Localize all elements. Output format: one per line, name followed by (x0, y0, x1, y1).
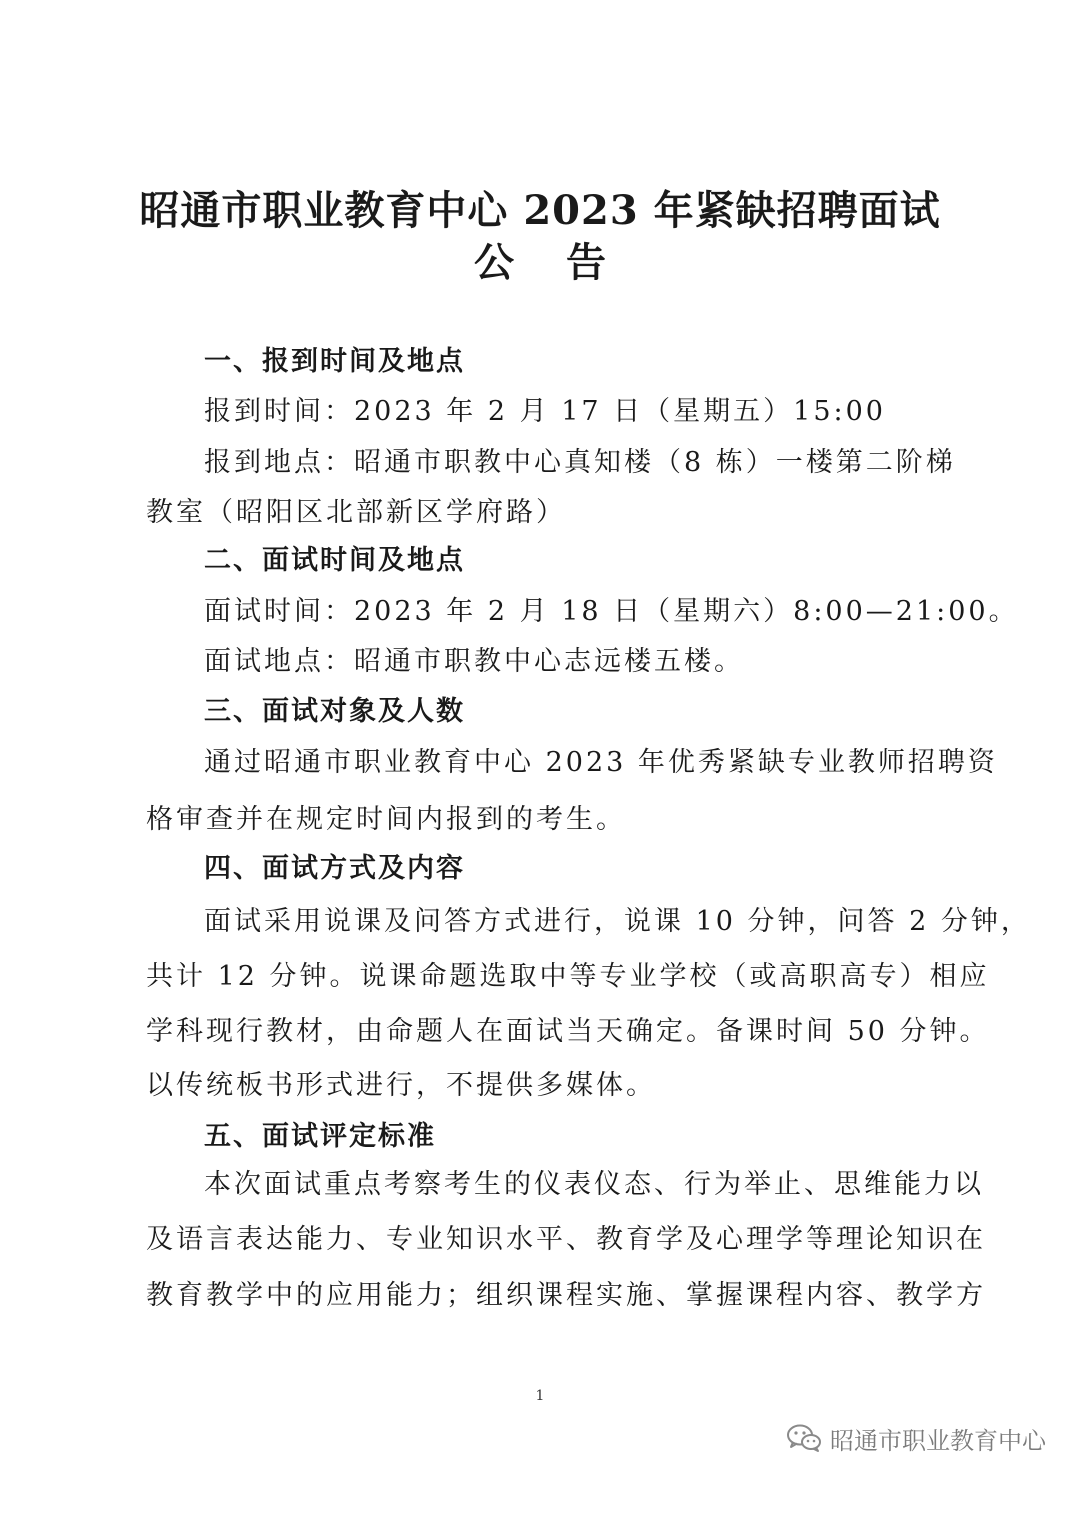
registration-place-cont: 教室（昭阳区北部新区学府路） (146, 497, 566, 528)
interview-time: 面试时间：2023 年 2 月 18 日（星期六）8:00—21:00。 (204, 596, 1019, 627)
section-heading-4: 四、面试方式及内容 (204, 853, 465, 884)
section-heading-3: 三、面试对象及人数 (204, 696, 465, 727)
registration-time: 报到时间：2023 年 2 月 17 日（星期五）15:00 (204, 396, 886, 427)
paragraph-line: 格审查并在规定时间内报到的考生。 (146, 804, 626, 835)
watermark-text: 昭通市职业教育中心 (830, 1426, 1046, 1455)
page-number: 1 (535, 1388, 545, 1404)
wechat-icon (786, 1423, 822, 1453)
document-title: 昭通市职业教育中心 2023 年紧缺招聘面试 (139, 187, 941, 234)
watermark (786, 1418, 1046, 1458)
paragraph-line: 面试采用说课及问答方式进行，说课 10 分钟，问答 2 分钟， (204, 906, 1031, 937)
paragraph-line: 及语言表达能力、专业知识水平、教育学及心理学等理论知识在 (146, 1224, 986, 1255)
paragraph-line: 共计 12 分钟。说课命题选取中等专业学校（或高职高专）相应 (146, 961, 990, 992)
paragraph-line: 教育教学中的应用能力；组织课程实施、掌握课程内容、教学方 (146, 1280, 986, 1311)
document-title-announcement: 公告 (474, 239, 658, 286)
section-heading-1: 一、报到时间及地点 (204, 346, 465, 377)
registration-place: 报到地点：昭通市职教中心真知楼（8 栋）一楼第二阶梯 (204, 447, 956, 478)
interview-place: 面试地点：昭通市职教中心志远楼五楼。 (204, 646, 744, 677)
section-heading-2: 二、面试时间及地点 (204, 545, 465, 576)
paragraph-line: 以传统板书形式进行，不提供多媒体。 (146, 1070, 656, 1101)
paragraph-line: 本次面试重点考察考生的仪表仪态、行为举止、思维能力以 (204, 1169, 984, 1200)
paragraph-line: 学科现行教材，由命题人在面试当天确定。备课时间 50 分钟。 (146, 1016, 990, 1047)
section-heading-5: 五、面试评定标准 (204, 1121, 436, 1152)
paragraph-line: 通过昭通市职业教育中心 2023 年优秀紧缺专业教师招聘资 (204, 747, 998, 778)
